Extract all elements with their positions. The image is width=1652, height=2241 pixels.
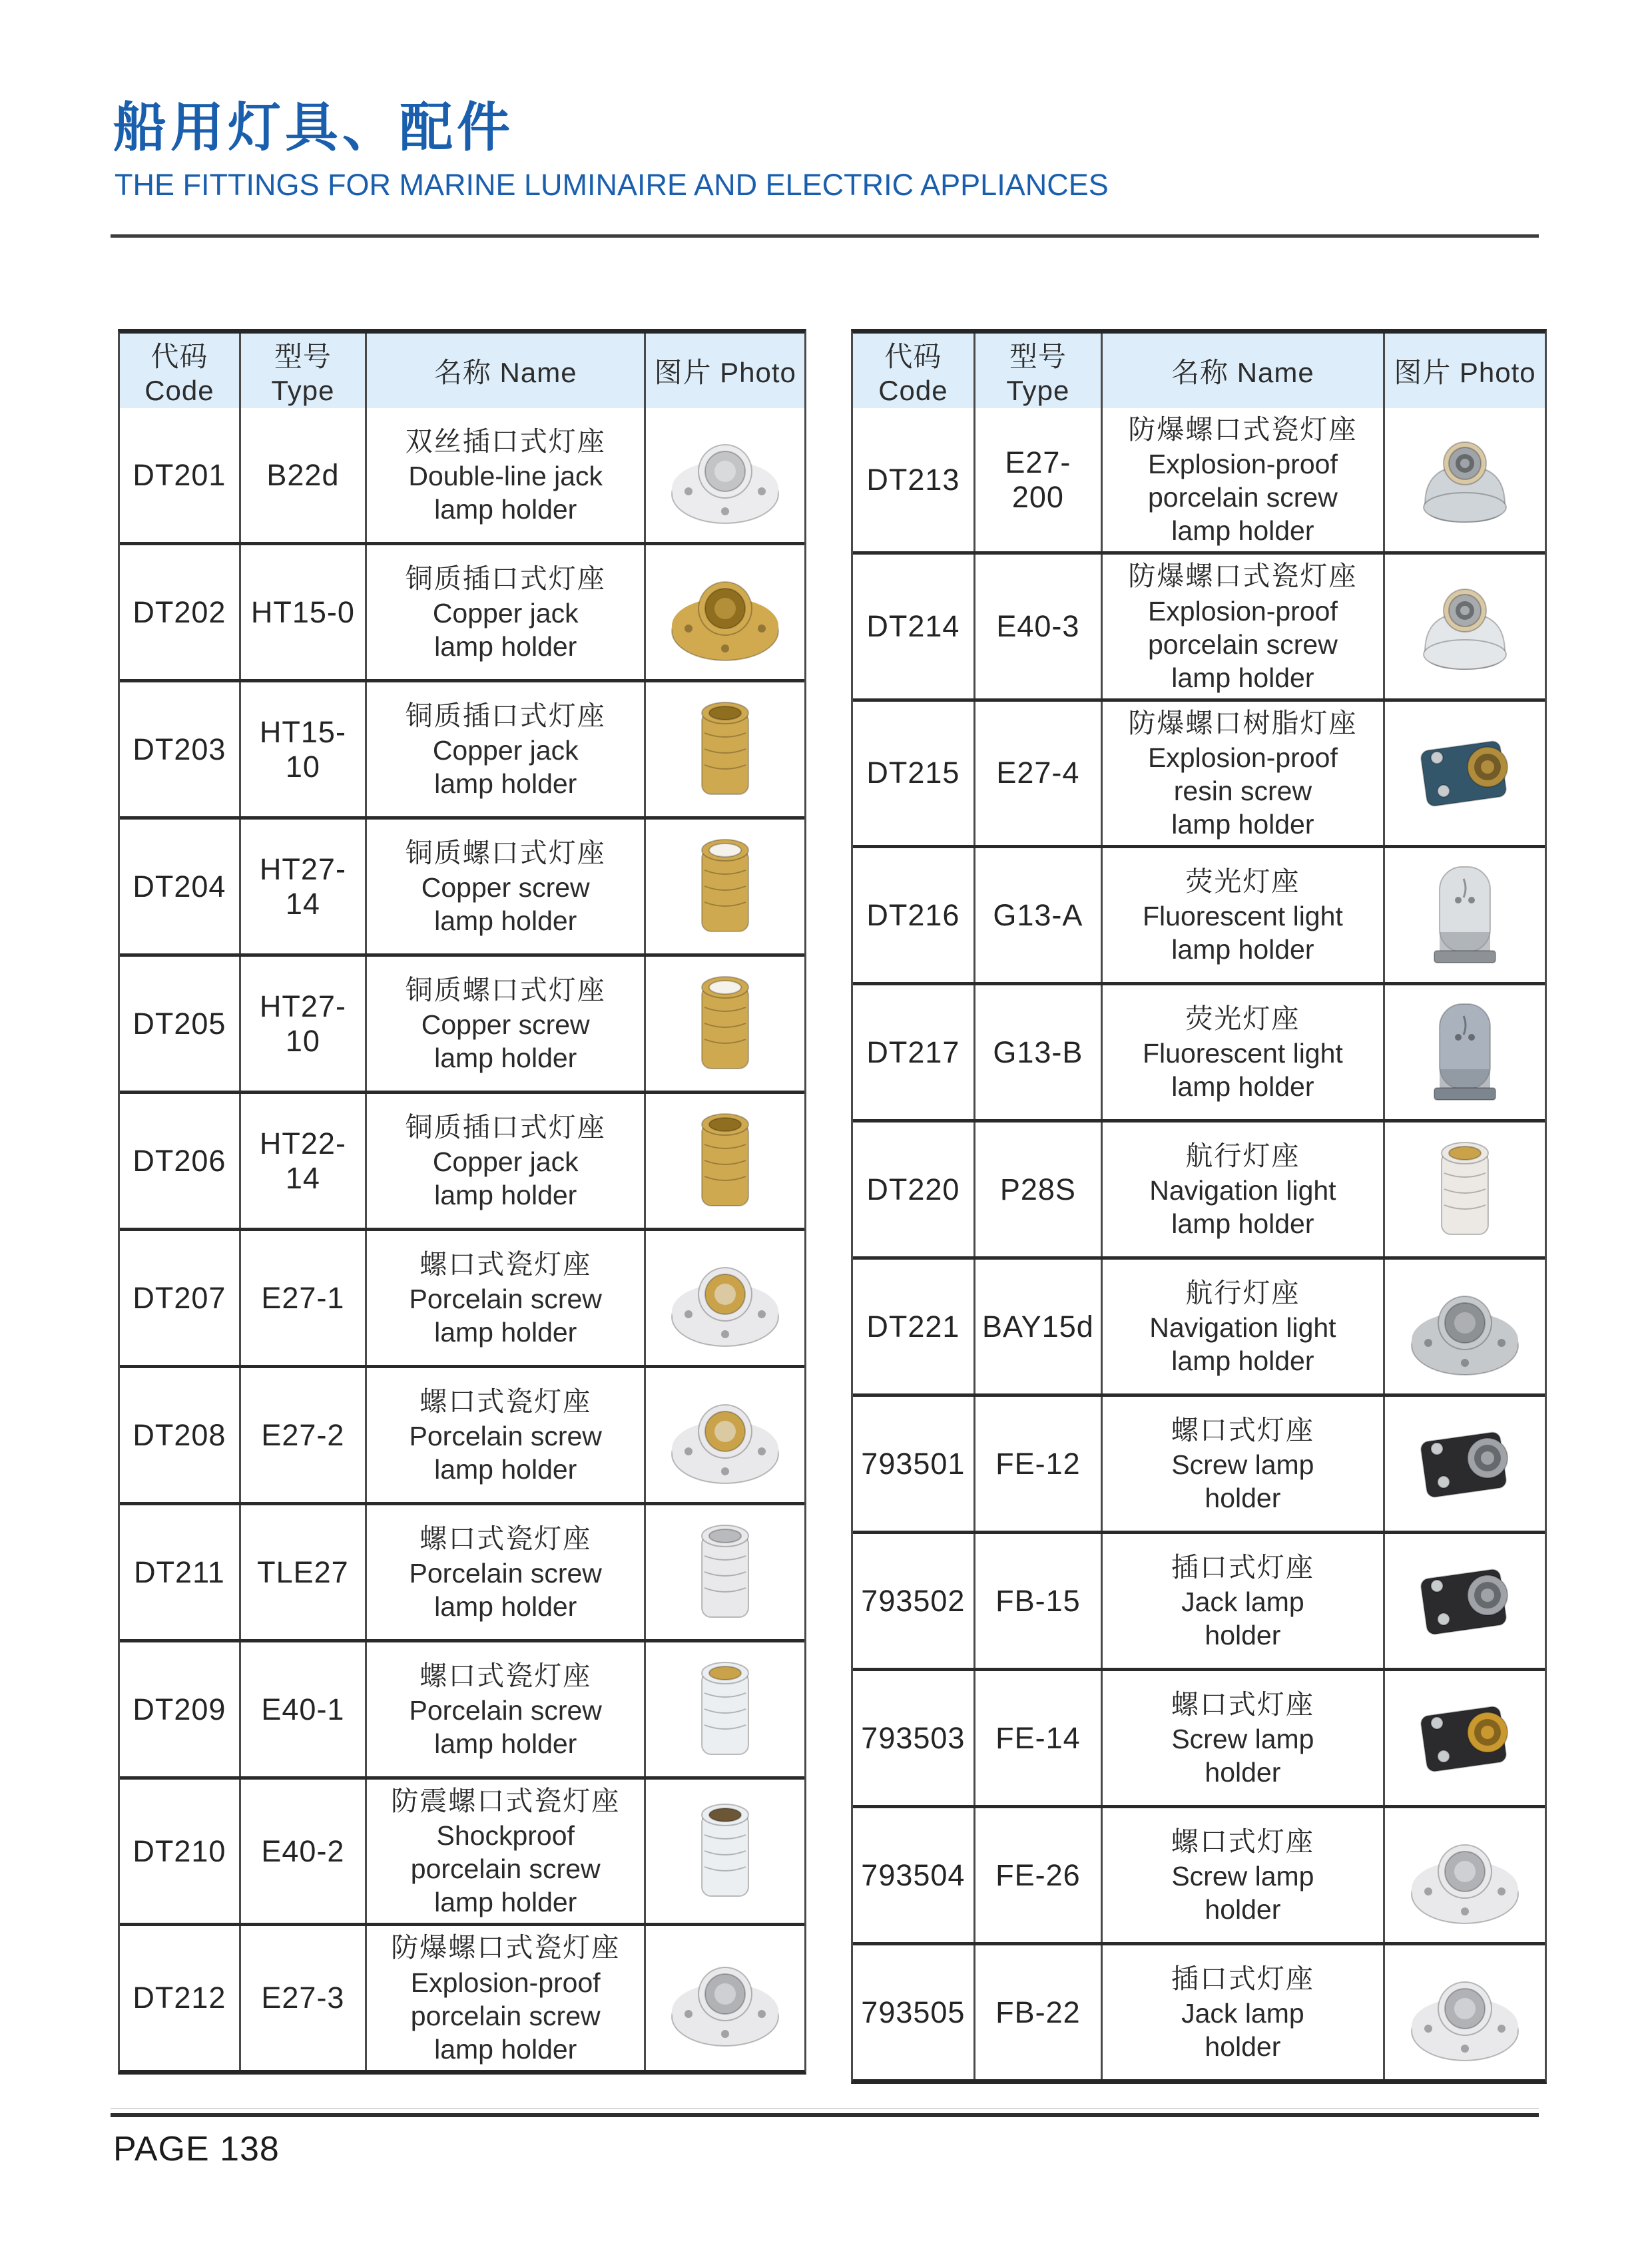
table-row [853,1531,1545,1668]
name-cell [365,1094,644,1228]
product-name-english-line: resin screw [1173,776,1312,806]
product-name-english-line: Fluorescent light [1142,901,1343,932]
photo-cell [644,1094,804,1228]
header-code: 代码 Code [878,341,948,406]
product-name-english-line: lamp holder [434,1454,577,1485]
code-cell [120,957,239,1091]
product-code: DT221 [866,1309,960,1344]
type-cell [973,408,1101,551]
name-cell [365,545,644,679]
photo-cell [1383,985,1545,1119]
type-cell [973,985,1101,1119]
table-row [853,551,1545,698]
product-type: HT27-10 [259,989,346,1058]
code-cell [120,682,239,816]
product-name-chinese: 螺口式瓷灯座 [419,1523,592,1554]
product-name-english-line: Porcelain screw [409,1421,602,1452]
code-cell [853,1260,973,1393]
product-name-chinese: 双丝插口式灯座 [405,425,606,457]
type-cell [239,1094,365,1228]
photo-cell [644,820,804,953]
product-photo [659,1652,792,1767]
product-name-english-line: porcelain screw [1147,628,1338,660]
type-cell [239,820,365,953]
code-cell [853,848,973,982]
product-name-english-line: Porcelain screw [409,1284,602,1315]
photo-cell [1383,1122,1545,1256]
header-name: 名称 Name [1101,334,1383,408]
product-code: 793503 [861,1720,965,1755]
type-cell [973,848,1101,982]
product-type: HT27-14 [259,852,346,921]
product-name-english-line: holder [1205,2031,1281,2063]
product-photo [659,1794,792,1909]
table-row [853,1805,1545,1942]
product-photo [1398,1955,1531,2070]
product-name-english-line: porcelain screw [1147,482,1338,513]
code-cell [120,1505,239,1639]
product-type: P28S [999,1172,1076,1206]
table-row [853,1942,1545,2079]
product-name-chinese: 防爆螺口式瓷灯座 [391,1932,621,1963]
product-code: DT204 [133,869,226,903]
product-name-english-line: Copper screw [421,1009,590,1041]
photo-cell [1383,408,1545,551]
product-code: DT208 [133,1417,226,1452]
name-cell [365,1231,644,1365]
photo-cell [644,408,804,542]
code-cell [853,1945,973,2079]
type-cell [239,682,365,816]
product-name-english-line: lamp holder [1171,662,1314,693]
product-code: DT201 [133,457,226,492]
name-cell [365,1780,644,1923]
product-photo [659,1378,792,1493]
type-cell [239,1231,365,1365]
product-type: FE-26 [995,1858,1081,1892]
product-name-english-line: lamp holder [434,1043,577,1074]
product-name-chinese: 螺口式瓷灯座 [419,1660,592,1691]
header-photo: 图片 Photo [644,334,804,408]
table-header-row [120,334,804,408]
footer-divider-line [111,2113,1539,2117]
type-cell [239,1926,365,2069]
product-name-english-line: porcelain screw [410,2000,601,2031]
product-name-english-line: Copper jack [432,1146,579,1178]
table-row [853,1393,1545,1531]
name-cell [365,682,644,816]
page-title-chinese: 船用灯具、配件 [113,98,514,157]
product-code: DT215 [866,756,960,790]
product-name-chinese: 防震螺口式瓷灯座 [391,1786,621,1816]
name-cell [365,820,644,953]
product-name-chinese: 航行灯座 [1185,1140,1300,1171]
name-cell [365,1642,644,1776]
type-cell [239,408,365,542]
product-name-english-line: Navigation light [1149,1175,1336,1206]
name-cell [365,957,644,1091]
table-row [120,679,804,816]
header-type: 型号 Type [239,334,365,408]
product-name-english-line: lamp holder [434,2033,577,2065]
product-name-chinese: 螺口式灯座 [1171,1688,1314,1720]
product-name-english-line: lamp holder [434,905,577,937]
name-cell [1101,985,1383,1119]
product-photo [1398,1681,1531,1796]
photo-cell [644,1368,804,1502]
table-row [120,1923,804,2069]
product-photo [659,1241,792,1356]
product-code: DT213 [866,462,960,497]
table-row [120,1639,804,1776]
product-name-chinese: 防爆螺口式瓷灯座 [1128,561,1358,592]
header-name: 名称 Name [365,334,644,408]
photo-cell [644,1926,804,2069]
title-divider-line [111,234,1539,238]
product-name-english-line: lamp holder [434,768,577,800]
product-name-chinese: 防爆螺口式瓷灯座 [1128,414,1358,445]
code-cell [853,1534,973,1668]
product-photo [1398,1818,1531,1933]
product-photo [659,1515,792,1630]
product-code: DT202 [133,595,226,629]
product-code: 793505 [861,1995,965,2029]
product-name-english-line: Screw lamp [1171,1861,1314,1892]
product-type: E27-200 [1005,445,1071,514]
product-name-english-line: Copper jack [432,735,579,766]
product-code: DT203 [133,732,226,766]
table-row [120,408,804,542]
product-code: 793501 [861,1446,965,1481]
table-row [120,953,804,1091]
product-photo [659,967,792,1081]
photo-cell [644,957,804,1091]
product-name-english-line: Double-line jack [408,461,603,492]
product-name-english-line: lamp holder [1171,1071,1314,1103]
product-photo [659,692,792,807]
product-photo [1398,858,1531,973]
product-photo [1398,995,1531,1110]
type-cell [973,702,1101,845]
table-row [120,1228,804,1365]
photo-cell [1383,1397,1545,1531]
catalog-table-left [118,329,806,2075]
table-header-row [853,334,1545,408]
photo-cell [644,1505,804,1639]
product-name-english-line: lamp holder [434,1887,577,1918]
name-cell [1101,1808,1383,1942]
product-type: E27-4 [996,756,1080,790]
page-title-english: THE FITTINGS FOR MARINE LUMINAIRE AND ELECTRIC APPLIANCES [115,168,1109,202]
product-name-english-line: Copper screw [421,872,590,903]
type-cell [239,1505,365,1639]
product-code: DT220 [866,1172,960,1206]
type-cell [239,1368,365,1502]
product-name-chinese: 铜质插口式灯座 [405,563,606,594]
photo-cell [644,1231,804,1365]
product-name-english-line: Explosion-proof [1147,449,1338,480]
type-cell [239,1780,365,1923]
product-name-chinese: 插口式灯座 [1171,1551,1314,1583]
code-cell [120,1780,239,1923]
product-type: B22d [266,457,340,492]
photo-cell [644,1642,804,1776]
catalog-table-right [851,329,1547,2084]
table-row [120,542,804,679]
code-cell [853,1671,973,1805]
product-type: BAY15d [981,1309,1094,1344]
name-cell [1101,1534,1383,1668]
photo-cell [644,1780,804,1923]
product-name-chinese: 铜质插口式灯座 [405,700,606,731]
name-cell [365,408,644,542]
type-cell [973,1808,1101,1942]
table-row [853,1256,1545,1393]
product-name-english-line: lamp holder [434,1591,577,1622]
product-name-chinese: 荧光灯座 [1185,866,1300,897]
product-name-chinese: 铜质插口式灯座 [405,1111,606,1142]
product-code: DT217 [866,1035,960,1069]
product-name-chinese: 航行灯座 [1185,1277,1300,1308]
code-cell [120,1231,239,1365]
name-cell [1101,408,1383,551]
code-cell [120,1926,239,2069]
product-name-english-line: holder [1205,1757,1281,1788]
product-type: G13-A [993,897,1083,932]
photo-cell [1383,1945,1545,2079]
product-photo [659,1104,792,1218]
product-name-english-line: Copper jack [432,598,579,629]
product-name-english-line: Shockproof [436,1820,575,1852]
type-cell [973,1945,1101,2079]
code-cell [120,820,239,953]
table-row [853,408,1545,551]
table-row [120,1502,804,1639]
product-code: DT212 [133,1981,226,2015]
product-name-english-line: lamp holder [1171,515,1314,547]
product-name-english-line: Screw lamp [1171,1724,1314,1755]
product-name-english-line: holder [1205,1894,1281,1925]
name-cell [1101,848,1383,982]
table-row [120,816,804,953]
name-cell [1101,1122,1383,1256]
name-cell [365,1926,644,2069]
product-name-english-line: holder [1205,1620,1281,1651]
product-photo [1398,716,1531,830]
name-cell [1101,702,1383,845]
type-cell [973,1260,1101,1393]
product-photo [659,1941,792,2055]
product-name-chinese: 荧光灯座 [1185,1003,1300,1034]
product-name-chinese: 螺口式瓷灯座 [419,1385,592,1417]
code-cell [853,985,973,1119]
product-type: E27-3 [261,1981,345,2015]
type-cell [973,1534,1101,1668]
product-photo [1398,1270,1531,1384]
code-cell [853,408,973,551]
product-code: DT214 [866,609,960,644]
type-cell [973,1122,1101,1256]
name-cell [1101,1397,1383,1531]
product-name-chinese: 铜质螺口式灯座 [405,837,606,868]
product-type: E27-1 [261,1280,345,1315]
code-cell [120,408,239,542]
type-cell [239,957,365,1091]
photo-cell [1383,848,1545,982]
product-name-english-line: Porcelain screw [409,1558,602,1589]
table-row [120,1091,804,1228]
product-type: HT15-10 [259,714,346,784]
product-name-english-line: lamp holder [434,1317,577,1348]
product-name-english-line: Porcelain screw [409,1695,602,1726]
product-photo [1398,1407,1531,1521]
product-code: DT211 [134,1555,225,1589]
product-name-english-line: holder [1205,1483,1281,1514]
product-name-english-line: lamp holder [1171,934,1314,965]
name-cell [1101,1671,1383,1805]
product-photo [1398,569,1531,684]
product-type: E40-3 [996,609,1080,644]
code-cell [120,1094,239,1228]
table-row [853,845,1545,982]
product-type: FB-22 [995,1995,1081,2029]
footer-divider-shadow [111,2108,1539,2109]
product-name-english-line: Fluorescent light [1142,1038,1343,1069]
product-code: DT206 [133,1143,226,1178]
product-name-english-line: Screw lamp [1171,1449,1314,1481]
product-photo [659,555,792,670]
product-name-english-line: lamp holder [434,1180,577,1211]
code-cell [120,1368,239,1502]
header-photo: 图片 Photo [1383,334,1545,408]
product-type: HT15-0 [250,595,355,629]
photo-cell [1383,1808,1545,1942]
product-name-chinese: 螺口式灯座 [1171,1414,1314,1445]
product-type: HT22-14 [259,1126,346,1195]
table-row [853,982,1545,1119]
product-name-english-line: Jack lamp [1181,1587,1304,1618]
type-cell [239,1642,365,1776]
table-row [853,698,1545,845]
product-type: E40-2 [261,1834,345,1868]
tables-container [118,329,1547,2084]
name-cell [1101,1945,1383,2079]
product-name-english-line: Explosion-proof [410,1967,601,1998]
product-name-english-line: lamp holder [1171,1208,1314,1240]
table-row [853,1668,1545,1805]
code-cell [853,1397,973,1531]
product-code: DT209 [133,1692,226,1726]
table-row [120,1365,804,1502]
product-code: 793504 [861,1858,965,1892]
name-cell [365,1368,644,1502]
photo-cell [644,545,804,679]
header-code: 代码 Code [144,341,214,406]
photo-cell [1383,1534,1545,1668]
product-name-english-line: lamp holder [434,494,577,525]
photo-cell [1383,1260,1545,1393]
product-code: DT210 [133,1834,226,1868]
code-cell [120,1642,239,1776]
product-name-english-line: porcelain screw [410,1854,601,1885]
product-type: FB-15 [995,1583,1081,1618]
product-name-english-line: Navigation light [1149,1312,1336,1344]
product-type: E27-2 [261,1417,345,1452]
product-name-english-line: lamp holder [1171,809,1314,840]
product-type: E40-1 [261,1692,345,1726]
photo-cell [644,682,804,816]
photo-cell [1383,1671,1545,1805]
product-name-chinese: 防爆螺口树脂灯座 [1128,707,1358,738]
name-cell [365,1505,644,1639]
product-name-english-line: lamp holder [1171,1346,1314,1377]
photo-cell [1383,555,1545,698]
type-cell [973,1671,1101,1805]
page-number: PAGE 138 [113,2130,280,2168]
product-type: FE-12 [995,1446,1081,1481]
product-code: 793502 [861,1583,965,1618]
table-row [120,1776,804,1923]
name-cell [1101,1260,1383,1393]
product-name-chinese: 螺口式瓷灯座 [419,1248,592,1280]
code-cell [853,1808,973,1942]
product-photo [1398,423,1531,537]
type-cell [973,555,1101,698]
header-type: 型号 Type [973,334,1101,408]
product-name-english-line: Explosion-proof [1147,742,1338,773]
product-code: DT207 [133,1280,226,1315]
product-type: G13-B [993,1035,1083,1069]
type-cell [973,1397,1101,1531]
product-photo [659,830,792,944]
code-cell [853,702,973,845]
table-row [853,1119,1545,1256]
product-code: DT216 [866,897,960,932]
photo-cell [1383,702,1545,845]
product-name-english-line: lamp holder [434,1728,577,1760]
product-name-chinese: 铜质螺口式灯座 [405,974,606,1005]
product-name-english-line: Jack lamp [1181,1998,1304,2029]
name-cell [1101,555,1383,698]
product-type: FE-14 [995,1720,1081,1755]
code-cell [853,1122,973,1256]
code-cell [853,555,973,698]
code-cell [120,545,239,679]
product-name-english-line: lamp holder [434,631,577,662]
product-name-chinese: 螺口式灯座 [1171,1826,1314,1857]
product-photo [1398,1132,1531,1247]
product-photo [1398,1544,1531,1658]
product-type: TLE27 [257,1555,349,1589]
product-name-english-line: Explosion-proof [1147,595,1338,626]
type-cell [239,545,365,679]
product-photo [659,418,792,533]
product-name-chinese: 插口式灯座 [1171,1963,1314,1994]
product-code: DT205 [133,1006,226,1041]
